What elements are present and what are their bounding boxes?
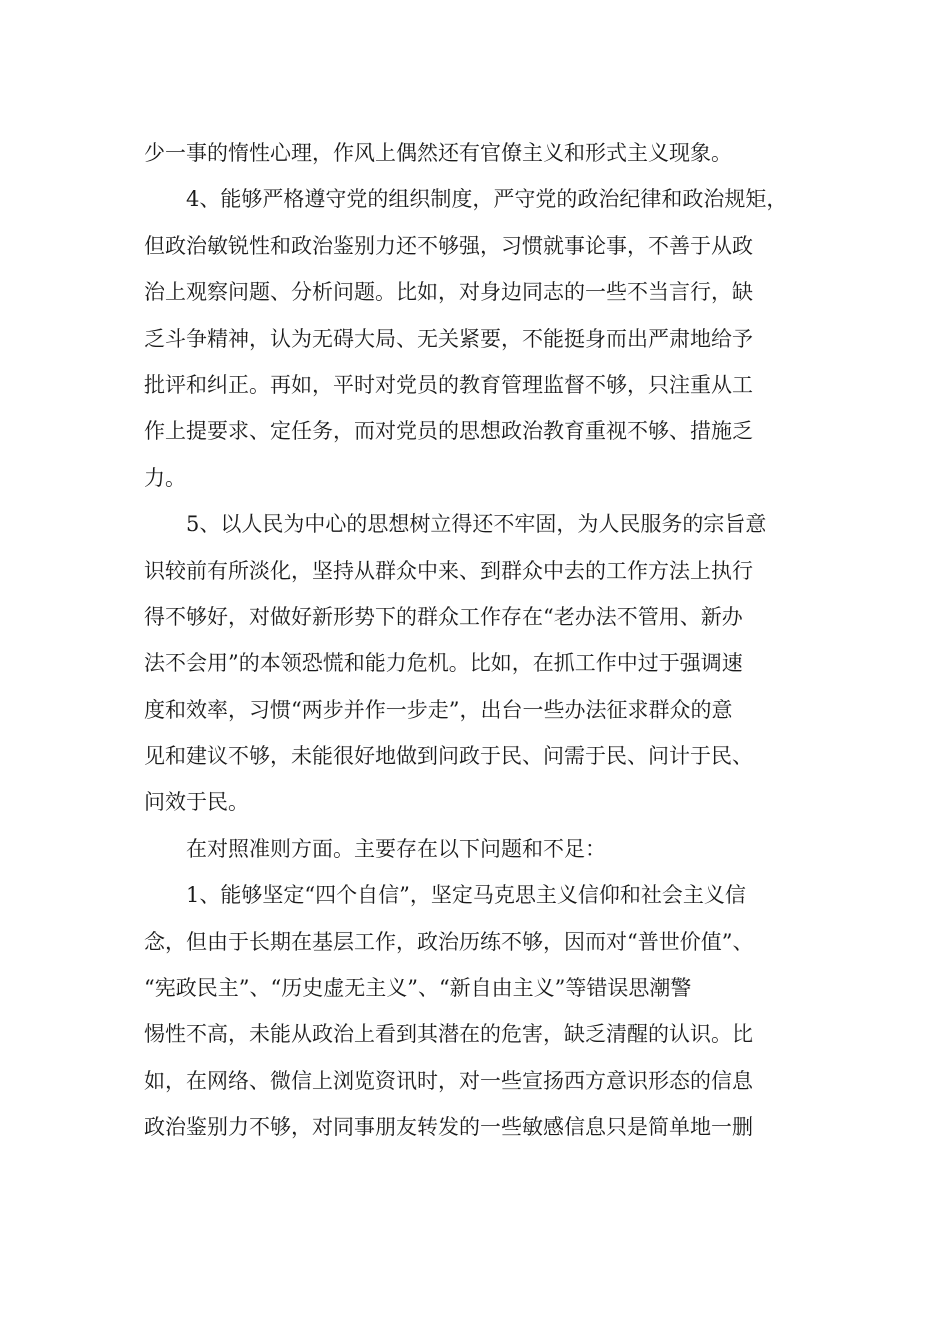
text-line: 政治鉴别力不够，对同事朋友转发的一些敏感信息只是简单地一删: [144, 1115, 753, 1140]
text-line: 见和建议不够，未能很好地做到问政于民、问需于民、问计于民、: [144, 744, 753, 769]
text-line: 乏斗争精神，认为无碍大局、无关紧要，不能挺身而出严肃地给予: [144, 326, 753, 351]
text-line: 作上提要求、定任务，而对党员的思想政治教育重视不够、措施乏: [144, 419, 753, 444]
text-line: 1、能够坚定“四个自信”，坚定马克思主义信仰和社会主义信: [186, 883, 746, 908]
text-line: 惕性不高，未能从政治上看到其潜在的危害，缺乏清醒的认识。比: [144, 1022, 753, 1047]
text-line: 如，在网络、微信上浏览资讯时，对一些宣扬西方意识形态的信息: [144, 1068, 753, 1093]
text-line: 度和效率，习惯“两步并作一步走”，出台一些办法征求群众的意: [144, 697, 733, 722]
text-line: 但政治敏锐性和政治鉴别力还不够强，习惯就事论事，不善于从政: [144, 233, 753, 258]
text-line: 得不够好，对做好新形势下的群众工作存在“老办法不管用、新办: [144, 604, 743, 629]
text-line: 5、以人民为中心的思想树立得还不牢固，为人民服务的宗旨意: [186, 512, 767, 537]
text-line: 少一事的惰性心理，作风上偶然还有官僚主义和形式主义现象。: [144, 141, 732, 165]
text-line: 问效于民。: [144, 790, 249, 815]
text-line: 力。: [144, 465, 186, 490]
text-line: 法不会用”的本领恐慌和能力危机。比如，在抓工作中过于强调速: [144, 651, 743, 676]
text-line: “宪政民主”、“历史虚无主义”、“新自由主义”等错误思潮警: [144, 976, 692, 1001]
document-body: [144, 130, 816, 1151]
text-line: 4、能够严格遵守党的组织制度，严守党的政治纪律和政治规矩，: [186, 187, 788, 212]
text-line: 念，但由于长期在基层工作，政治历练不够，因而对“普世价值”、: [144, 929, 754, 954]
text-line: 在对照准则方面。主要存在以下问题和不足：: [186, 836, 606, 861]
text-line: 识较前有所淡化，坚持从群众中来、到群众中去的工作方法上执行: [144, 558, 753, 583]
text-line: 批评和纠正。再如，平时对党员的教育管理监督不够，只注重从工: [144, 372, 753, 397]
text-line: 治上观察问题、分析问题。比如，对身边同志的一些不当言行，缺: [144, 280, 753, 305]
